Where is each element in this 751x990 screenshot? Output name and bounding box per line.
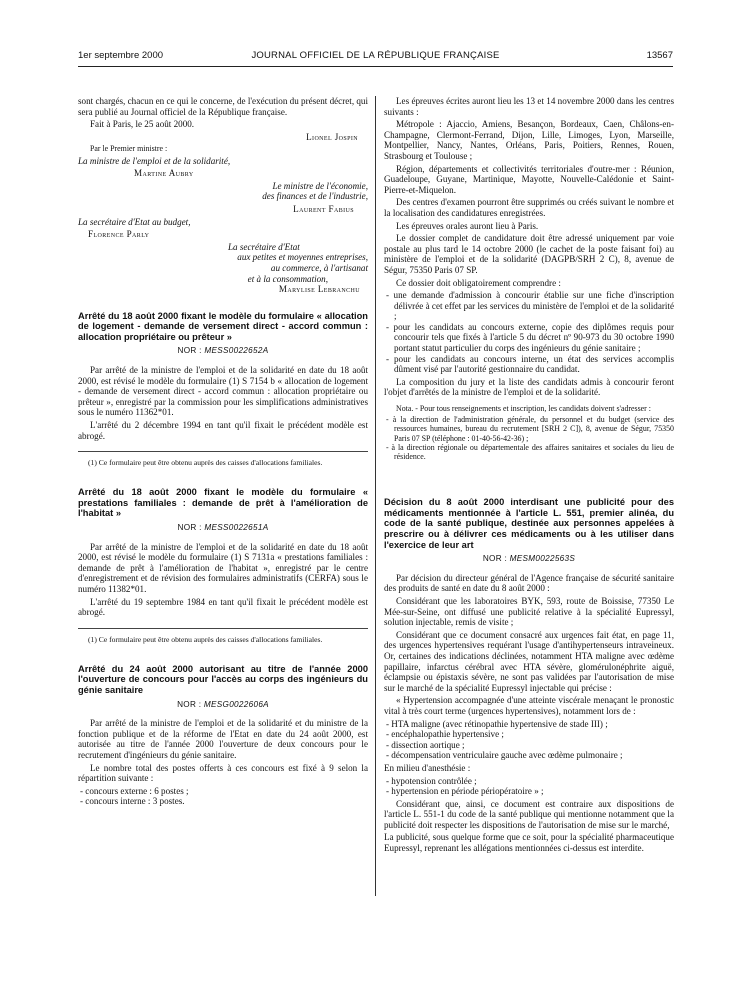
- decision-paragraph-considering: Considérant que, ainsi, ce document est contraire aux dispositions de l'article L. 551-1 du code de la santé publique qui mentionne notamment que la publicité doit respecter les dispositions de l'autorisation de mise sur le marché,: [384, 798, 674, 830]
- decision-paragraph-3: Considérant que ce document consacré aux urgences fait état, en page 11, des urgences hypertensives requérant l'usage d'antihypertenseurs intraveineux. Or, certaines des indications déclinées, notamment HTA maligne avec œdème papillaire, infarctus cérébral avec HTA sévère, glomérulonéphrite aiguë, éclampsie ou épistaxis sévère, ne sont pas validées par l'autorisation de mise sur le marché de la spécialité Eupressyl injectable qui précise :: [384, 629, 674, 693]
- dossier-contents-intro: Ce dossier doit obligatoirement comprendre :: [396, 277, 561, 288]
- centres-note: Des centres d'examen pourront être supprimés ou créés suivant le nombre et la localisation des candidatures enregistrées.: [384, 197, 674, 218]
- left-column: [78, 96, 368, 809]
- anesthesia-heading: En milieu d'anesthésie :: [384, 762, 471, 773]
- list-item: - décompensation ventriculaire gauche avec œdème pulmonaire ;: [386, 750, 623, 761]
- signer-role-4c: au commerce, à l'artisanat: [270, 262, 368, 273]
- anesthesia-list: [384, 776, 674, 797]
- article-2-paragraph-2: L'arrêté du 19 septembre 1984 en tant qu'il fixait le précédent modèle est abrogé.: [78, 596, 368, 618]
- journal-title: JOURNAL OFFICIEL DE LA RÉPUBLIQUE FRANÇAISE: [251, 50, 500, 61]
- article-2-nor: NOR : MESS0022651A: [177, 523, 269, 533]
- by-prime-minister: Par le Premier ministre :: [90, 144, 168, 154]
- header-rule: [78, 66, 673, 67]
- signer-role-3: La secrétaire d'Etat au budget,: [78, 216, 191, 227]
- article-3-title: Arrêté du 24 août 2000 autorisant au titre de l'année 2000 l'ouverture de concours pour l'accès au corps des ingénieurs du génie sanitaire: [78, 663, 368, 695]
- decision-ruling: La publicité, sous quelque forme que ce soit, pour la spécialité pharmaceutique Eupressyl, reprenant les allégations mentionnées ci-dessus est interdite.: [384, 832, 674, 854]
- article-3-nor-code: MESG0022606A: [203, 699, 269, 709]
- list-item: - pour les candidats au concours externe, copie des diplômes requis pour concourir tels que fixés à l'article 5 du décret nº 90-973 du 30 octobre 1990 portant statut particulier du corps des ingénieurs du génie sanitaire ;: [386, 321, 674, 354]
- dossier-contents-list: [384, 290, 674, 375]
- signer-role-4b: aux petites et moyennes entreprises,: [237, 252, 368, 263]
- article-1-nor: NOR : MESS0022652A: [177, 346, 269, 356]
- list-item: - hypotension contrôlée ;: [386, 775, 477, 786]
- signer-role-2a: Le ministre de l'économie,: [272, 180, 368, 191]
- article-2-paragraph-1: Par arrêté de la ministre de l'emploi et de la solidarité en date du 18 août 2000, est révisé le modèle du formulaire (1) S 7131a « prestations familiales : demande de prêt à l'amélioration de l'habitat », enregistré par le centre d'enregistrement et de révision des formulaires administratifs (CERFA) sous le numéro 11382*01.: [78, 541, 368, 594]
- signer-name-1: Martine Aubry: [134, 168, 194, 179]
- article-1-paragraph-1: Par arrêté de la ministre de l'emploi et de la solidarité en date du 18 août 2000, est révisé le modèle du formulaire (1) S 7154 b « allocation de logement - demande de versement direct - accord commun : allocation propriétaire ou prêteur », enregistré par la commission pour les simplifications administratives sous le numéro 11362*01.: [78, 365, 368, 418]
- footnote-rule: [78, 628, 368, 629]
- decision-paragraph-1: Par décision du directeur général de l'Agence française de sécurité sanitaire des produits de santé en date du 8 août 2000 :: [384, 572, 674, 594]
- decision-quote-intro: « Hypertension accompagnée d'une atteinte viscérale menaçant le pronostic vital à très court terme (urgences hypertensives), notamment lors de :: [384, 695, 674, 716]
- list-item: - HTA maligne (avec rétinopathie hypertensive de stade III) ;: [386, 718, 608, 729]
- decision-nor: NOR : MESM0022563S: [482, 554, 576, 564]
- article-3-nor: NOR : MESG0022606A: [177, 699, 269, 709]
- article-2-title: Arrêté du 18 août 2000 fixant le modèle du formulaire « prestations familiales : demande de prêt à l'amélioration de l'habitat »: [78, 487, 368, 519]
- decision-title: Décision du 8 août 2000 interdisant une publicité pour des médicaments mentionnée à l'article L. 551, premier alinéa, du code de la santé publique, destinée aux personnes appelées à prescrire ou à délivrer ces médicaments ou à les utiliser dans l'exercice de leur art: [384, 497, 674, 550]
- decision-paragraph-2: Considérant que les laboratoires BYK, 593, route de Boissise, 77350 Le Mée-sur-Seine, ont diffusé une publicité relative à la spécialité Eupressyl, solution injectable, remis de visite ;: [384, 596, 674, 628]
- footnote-rule: [78, 451, 368, 452]
- article-1-paragraph-2: L'arrêté du 2 décembre 1994 en tant qu'il fixait le précédent modèle est abrogé.: [78, 420, 368, 441]
- exam-dates-paragraph: Les épreuves écrites auront lieu les 13 et 14 novembre 2000 dans les centres suivants :: [384, 96, 674, 117]
- signer-role-4a: La secrétaire d'Etat: [228, 241, 300, 252]
- article-1-nor-code: MESS0022652A: [204, 346, 269, 356]
- list-item: - dissection aortique ;: [386, 739, 465, 750]
- list-item: - concours interne : 3 postes.: [80, 796, 185, 807]
- article-1-title: Arrêté du 18 août 2000 fixant le modèle du formulaire « allocation de logement - demande de versement direct - accord commun : allocation propriétaire ou prêteur »: [78, 310, 368, 342]
- done-at-line: Fait à Paris, le 25 août 2000.: [90, 119, 195, 130]
- column-divider: [375, 96, 376, 896]
- signer-prime-minister: Lionel Jospin: [306, 131, 358, 142]
- article-3-paragraph-2: Le nombre total des postes offerts à ces concours est fixé à 9 selon la répartition suivante :: [78, 762, 368, 784]
- signer-name-3: Florence Parly: [88, 229, 150, 240]
- list-item: - encéphalopathie hypertensive ;: [386, 729, 504, 740]
- list-item: - hypertension en période périopératoire » ;: [386, 786, 544, 797]
- page-number: 13567: [646, 50, 673, 61]
- decision-indications-list: [384, 719, 674, 761]
- oral-exams: Les épreuves orales auront lieu à Paris.: [396, 220, 539, 231]
- decree-closing-text: sont chargés, chacun en ce qui le concerne, de l'exécution du présent décret, qui sera publié au Journal officiel de la République française.: [78, 96, 368, 117]
- application-paragraph: Le dossier complet de candidature doit être adressé uniquement par voie postale au plus tard le 14 octobre 2000 (le cachet de la poste faisant foi) au ministère de l'emploi et de la solidarité (DAGPB/SRH 2 C), 8, avenue de Ségur, 75350 Paris 07 SP.: [384, 233, 674, 275]
- list-item: - à la direction de l'administration générale, du personnel et du budget (service des ressources humaines, bureau du recrutement [SRH 2 C]), 8, avenue de Ségur, 75350 Paris 07 SP (téléphone : 01-40-56-42-36) ;: [386, 415, 674, 443]
- list-item: - une demande d'admission à concourir établie sur une fiche d'inscription délivrée à cet effet par les services du ministère de l'emploi et de la solidarité ;: [386, 290, 674, 322]
- signer-name-4: Marylise Lebranchu: [278, 284, 360, 295]
- list-item: - pour les candidats au concours interne, un état des services accomplis dûment visé par l'autorité gestionnaire du candidat.: [386, 353, 674, 375]
- jury-paragraph: La composition du jury et la liste des candidats admis à concourir feront l'objet d'arrêtés de la ministre de l'emploi et de la solidarité.: [384, 376, 674, 398]
- header-date: 1er septembre 2000: [78, 50, 164, 61]
- article-2-nor-code: MESS0022651A: [204, 523, 269, 533]
- overseas-centres: Région, départements et collectivités territoriales d'outre-mer : Réunion, Guadeloupe, Guyane, Martinique, Mayotte, Nouvelle-Calédonie et Saint-Pierre-et-Miquelon.: [384, 163, 674, 195]
- article-2-footnote: (1) Ce formulaire peut être obtenu auprès des caisses d'allocations familiales.: [88, 634, 323, 644]
- signer-role-2b: des finances et de l'industrie,: [262, 191, 368, 202]
- article-3-list: [78, 786, 368, 807]
- signer-role-4d: et à la consommation,: [247, 273, 328, 284]
- decision-nor-code: MESM0022563S: [509, 554, 576, 564]
- metropole-centres: Métropole : Ajaccio, Amiens, Besançon, Bordeaux, Caen, Châlons-en-Champagne, Clermont-Ferrand, Dijon, Lille, Limoges, Lyon, Marseille, Montpellier, Nancy, Nantes, Orléans, Paris, Poitiers, Rennes, Rouen, Strasbourg et Toulouse ;: [384, 119, 674, 161]
- page-header: [78, 50, 673, 64]
- list-item: - concours externe : 6 postes ;: [80, 785, 189, 796]
- article-3-paragraph-1: Par arrêté de la ministre de l'emploi et de la solidarité et du ministre de la fonction publique et de la réforme de l'Etat en date du 24 août 2000, est autorisée au titre de l'année 2000 l'ouverture de deux concours pour le recrutement d'ingénieurs du génie sanitaire.: [78, 718, 368, 760]
- signer-name-2: Laurent Fabius: [293, 203, 354, 214]
- nota-heading: Nota. - Pour tous renseignements et inscription, les candidats doivent s'adresser :: [396, 404, 651, 414]
- right-column: [384, 96, 674, 856]
- article-1-footnote: (1) Ce formulaire peut être obtenu auprès des caisses d'allocations familiales.: [88, 458, 323, 468]
- nota-list: [384, 415, 674, 461]
- list-item: - à la direction régionale ou départementale des affaires sanitaires et sociales du lieu de résidence.: [386, 442, 674, 462]
- signer-role-1: La ministre de l'emploi et de la solidarité,: [78, 155, 231, 166]
